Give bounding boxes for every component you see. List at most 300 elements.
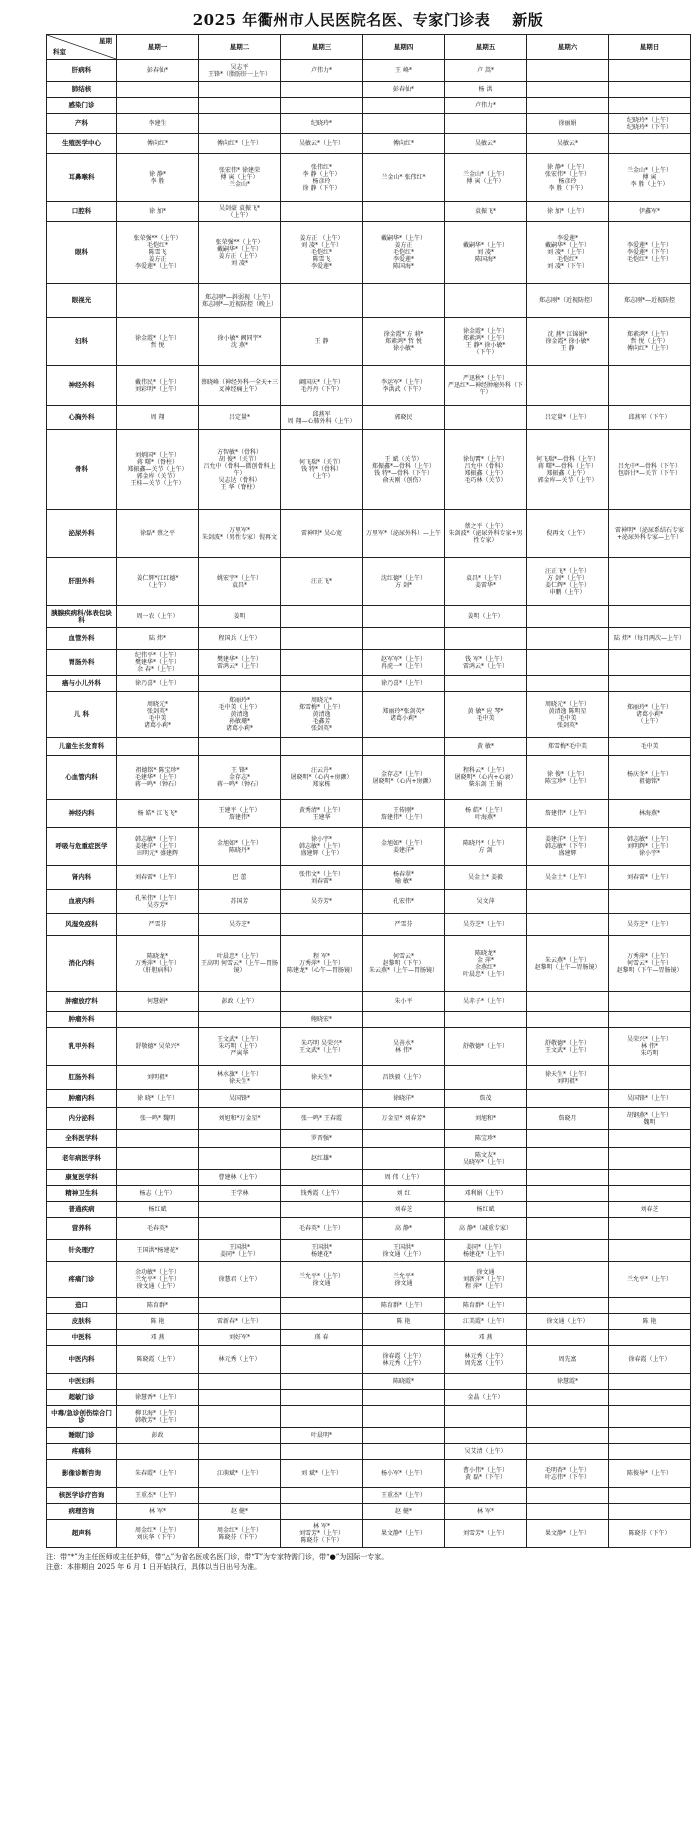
- dept-row: [47, 800, 691, 828]
- dept-row: [47, 1066, 691, 1090]
- schedule-cell: 陈晓芬（下午）: [609, 1520, 691, 1548]
- dept-row: [47, 430, 691, 510]
- dept-row: [47, 866, 691, 890]
- schedule-cell: 徐 俊*（上午） 陈宝珍*（上午）: [527, 756, 609, 800]
- dept-name: 心血管内科: [47, 756, 117, 800]
- schedule-cell: 朱巧明 吴荣兴* 王文武*（上午）: [281, 1028, 363, 1066]
- schedule-cell: [527, 82, 609, 98]
- schedule-cell: 王文武*（上午） 朱巧明（上午） 严寅华: [199, 1028, 281, 1066]
- dept-row: [47, 1374, 691, 1390]
- schedule-cell: 吴芬芳*: [281, 890, 363, 914]
- dept-name: 神经内科: [47, 800, 117, 828]
- schedule-cell: 戴伟民*（上午） 刘彩明*（上午）: [117, 366, 199, 406]
- schedule-cell: 沈红德*（上午） 方 剑*: [363, 558, 445, 606]
- schedule-cell: [281, 1504, 363, 1520]
- schedule-cell: 吴文萍: [445, 890, 527, 914]
- schedule-cell: 徐晓洋*: [363, 1090, 445, 1108]
- footnote-legend: 注：带“*”为主任医师或主任护师，带“△”为省名医或名医门诊，带“T”为专家特需门诊，带“●”为国际一专家。: [46, 1553, 389, 1561]
- schedule-cell: 毛春英*（上午）: [281, 1218, 363, 1240]
- schedule-cell: 吴芬芝*（上午）: [445, 914, 527, 936]
- dept-name: 生殖医学中心: [47, 134, 117, 154]
- schedule-cell: 黄 敏*: [445, 738, 527, 756]
- schedule-cell: 王 锋* 金存志* 蒋一鸣*（钟石）: [199, 756, 281, 800]
- schedule-cell: [281, 992, 363, 1012]
- schedule-cell: [527, 1406, 609, 1428]
- schedule-cell: [609, 1298, 691, 1314]
- schedule-cell: 郑志刚*—近视防控: [609, 284, 691, 318]
- schedule-cell: 邓 燕: [445, 1330, 527, 1346]
- schedule-cell: 吴艾清（上午）: [445, 1444, 527, 1460]
- dept-name: 肝胆外科: [47, 558, 117, 606]
- schedule-cell: 周晓元* 张剑英* 毛中美 诸葛小莉*: [117, 692, 199, 738]
- schedule-cell: 刘旭和*万金星*: [199, 1108, 281, 1130]
- schedule-cell: 伊鑫军*: [609, 202, 691, 222]
- schedule-cell: 金晶（上午）: [445, 1390, 527, 1406]
- schedule-cell: 徐 静*（上午） 张宏伟*（上午） 杨彦玲 李 胜（下午）: [527, 154, 609, 202]
- schedule-cell: 舒敬德* 吴荣兴*: [117, 1028, 199, 1066]
- dept-row: [47, 692, 691, 738]
- schedule-cell: [609, 1130, 691, 1148]
- schedule-cell: 周 伟（上午）: [363, 1170, 445, 1186]
- schedule-cell: [445, 676, 527, 692]
- schedule-cell: [445, 1428, 527, 1444]
- dept-name: 肿瘤内科: [47, 1090, 117, 1108]
- schedule-cell: 程国兵（上午）: [199, 628, 281, 650]
- day-header-wed: 星期三: [281, 35, 363, 60]
- dept-row: [47, 1148, 691, 1170]
- dept-name: 核医学诊疗咨询: [47, 1488, 117, 1504]
- schedule-cell: 毛明杏*（上午） 叶志伟*（下午）: [527, 1460, 609, 1488]
- schedule-cell: 卢 嵩*: [445, 60, 527, 82]
- schedule-cell: 郑雪梅*毛中美: [527, 738, 609, 756]
- schedule-cell: [281, 738, 363, 756]
- schedule-cell: 林 军*: [445, 1504, 527, 1520]
- dept-row: [47, 114, 691, 134]
- dept-row: [47, 284, 691, 318]
- schedule-cell: [363, 98, 445, 114]
- schedule-cell: 徐丽娟: [527, 114, 609, 134]
- dept-row: [47, 406, 691, 430]
- schedule-cell: 钱秀霞（上午）: [281, 1186, 363, 1202]
- dept-row: [47, 992, 691, 1012]
- schedule-cell: [445, 406, 527, 430]
- dept-row: [47, 650, 691, 676]
- schedule-cell: 兰金山* 张伟红*: [363, 154, 445, 202]
- schedule-cell: [527, 1298, 609, 1314]
- dept-name: 血液内科: [47, 890, 117, 914]
- schedule-cell: 金存志*（上午） 屠晓明*（心内+房颤）: [363, 756, 445, 800]
- dept-row: [47, 222, 691, 284]
- dept-row: [47, 1460, 691, 1488]
- dept-name: 睡眠门诊: [47, 1428, 117, 1444]
- schedule-cell: [609, 606, 691, 628]
- schedule-cell: [609, 98, 691, 114]
- dept-name: 眼视光: [47, 284, 117, 318]
- schedule-cell: 万金星* 刘春芳*: [363, 1108, 445, 1130]
- day-header-sun: 星期日: [609, 35, 691, 60]
- schedule-cell: [527, 1444, 609, 1460]
- schedule-cell: [527, 1130, 609, 1148]
- schedule-cell: 舒敬德*（上午）: [445, 1028, 527, 1066]
- schedule-cell: 詹茂: [445, 1090, 527, 1108]
- schedule-cell: 纪晓玲*（上午） 纪晓玲*（下午）: [609, 114, 691, 134]
- schedule-cell: 陈育群*: [117, 1298, 199, 1314]
- schedule-cell: [609, 676, 691, 692]
- schedule-cell: 詹建伟*（上午）: [527, 800, 609, 828]
- schedule-cell: 陈宝珍*: [445, 1130, 527, 1148]
- schedule-cell: 陆 炜*（每月两次—上午）: [609, 628, 691, 650]
- schedule-cell: 王 静: [281, 318, 363, 366]
- schedule-cell: [609, 60, 691, 82]
- schedule-cell: 杨 皓*（上午） 叶海燕*: [445, 800, 527, 828]
- schedule-cell: [281, 1170, 363, 1186]
- dept-name: 耳鼻喉科: [47, 154, 117, 202]
- schedule-cell: 陈 艳: [363, 1314, 445, 1330]
- dept-name: 普通疾病: [47, 1202, 117, 1218]
- schedule-cell: 袁昌*（上午） 姜雷华*: [445, 558, 527, 606]
- schedule-cell: 李建生: [117, 114, 199, 134]
- schedule-cell: [609, 366, 691, 406]
- schedule-cell: 苏国芳: [199, 890, 281, 914]
- schedule-cell: [527, 606, 609, 628]
- schedule-cell: 吴荣兴*（上午） 林 伟* 朱巧明: [609, 1028, 691, 1066]
- schedule-cell: 姜仁辉*江红德* （上午）: [117, 558, 199, 606]
- schedule-cell: 高 静*（减重专家）: [445, 1218, 527, 1240]
- schedule-cell: 陈育群*（上午）: [363, 1298, 445, 1314]
- schedule-cell: 徐 加*: [117, 202, 199, 222]
- schedule-cell: 刘明祖*: [117, 1066, 199, 1090]
- schedule-cell: 林水旗*（上午） 徐天生*: [199, 1066, 281, 1090]
- dept-name: 妇科: [47, 318, 117, 366]
- footnote-effective-date: 注意：本排期自 2025 年 6 月 1 日开始执行，具体以当日出号为准。: [46, 1563, 262, 1571]
- schedule-cell: [527, 650, 609, 676]
- schedule-cell: 徐小宇* 韩志敏*（上午） 盛建辉（上午）: [281, 828, 363, 866]
- schedule-cell: [199, 676, 281, 692]
- schedule-cell: 汪云升* 屠晓明*（心内+房颤） 郑家栋: [281, 756, 363, 800]
- schedule-cell: 邓利娟（上午）: [445, 1186, 527, 1202]
- schedule-cell: 徐金霞*（上午） 郑素鸿*（上午） 王 静* 徐小敏* （下午）: [445, 318, 527, 366]
- schedule-cell: 徐文通 刘新萍*（上午） 程 萍*（上午）: [445, 1262, 527, 1298]
- dept-name: 精神卫生科: [47, 1186, 117, 1202]
- schedule-cell: 赵军军*（上午） 冉虎一*（上午）: [363, 650, 445, 676]
- schedule-cell: 王建平（上午） 詹建伟*: [199, 800, 281, 828]
- schedule-cell: [609, 1170, 691, 1186]
- schedule-cell: [445, 1012, 527, 1028]
- dept-name: 泌尿外科: [47, 510, 117, 558]
- schedule-cell: [527, 1170, 609, 1186]
- dept-name: 肾内科: [47, 866, 117, 890]
- schedule-cell: 刘春芝: [363, 1202, 445, 1218]
- schedule-cell: 吴国锋*（上午）: [609, 1090, 691, 1108]
- schedule-cell: 刘春芝: [609, 1202, 691, 1218]
- schedule-cell: [199, 1488, 281, 1504]
- schedule-cell: 万里军* 朱剑波*（男性专家）倪再文: [199, 510, 281, 558]
- schedule-cell: [445, 1406, 527, 1428]
- schedule-cell: 徐金霞* 方 莉* 郑素鸿* 哲 悦 徐小敏*: [363, 318, 445, 366]
- dept-row: [47, 1428, 691, 1444]
- schedule-cell: 戴嗣华*（上午） 刘 凌* 陈国海*: [445, 222, 527, 284]
- schedule-cell: 吕定量*: [199, 406, 281, 430]
- schedule-cell: 王传刚* 詹建伟*（上午）: [363, 800, 445, 828]
- schedule-cell: [281, 1298, 363, 1314]
- schedule-cell: 徐金霞*（上午） 哲 悦: [117, 318, 199, 366]
- schedule-cell: 雷新春*（上午）: [199, 1314, 281, 1330]
- schedule-cell: [199, 1130, 281, 1148]
- schedule-cell: 陈 艳: [117, 1314, 199, 1330]
- schedule-cell: 朱小平: [363, 992, 445, 1012]
- schedule-cell: [609, 134, 691, 154]
- schedule-cell: 果文静*（上午）: [527, 1520, 609, 1548]
- schedule-cell: [445, 1488, 527, 1504]
- schedule-cell: 徐磊* 蔡之平: [117, 510, 199, 558]
- schedule-cell: [281, 284, 363, 318]
- dept-row: [47, 1186, 691, 1202]
- dept-row: [47, 82, 691, 98]
- schedule-cell: [609, 992, 691, 1012]
- schedule-cell: 刘 红: [363, 1186, 445, 1202]
- schedule-cell: [527, 1012, 609, 1028]
- schedule-cell: [609, 650, 691, 676]
- dept-row: [47, 1330, 691, 1346]
- schedule-cell: 姜同*（上午） 杨建花*（上午）: [445, 1240, 527, 1262]
- schedule-cell: 徐旬霄*（上午） 吕允中（骨科） 郑振鑫（上午） 毛巧林（关节）: [445, 430, 527, 510]
- schedule-cell: 张一鸣* 魏明: [117, 1108, 199, 1130]
- schedule-cell: 纪伟平*（上午） 樊建华*（上午） 余 春*（上午）: [117, 650, 199, 676]
- schedule-cell: 昌铁毅（上午）: [363, 1066, 445, 1090]
- schedule-cell: 叶晨忠*（上午） 王高明 何雪云*（上午—胃肠镜）: [199, 936, 281, 992]
- dept-row: [47, 558, 691, 606]
- schedule-cell: 杨庆冬*（上午） 祖德铭*: [609, 756, 691, 800]
- day-header-fri: 星期五: [445, 35, 527, 60]
- dept-row: [47, 1504, 691, 1520]
- schedule-cell: 邓 燕: [117, 1330, 199, 1346]
- schedule-cell: 姜方正 （上午） 刘 凌*（上午） 毛恺红* 陈雪飞 李爱莲*: [281, 222, 363, 284]
- schedule-cell: [199, 1428, 281, 1444]
- dept-row: [47, 890, 691, 914]
- schedule-cell: 刘 斌*（上午）: [281, 1460, 363, 1488]
- schedule-cell: 徐乃喜*（上午）: [117, 676, 199, 692]
- schedule-cell: [527, 1090, 609, 1108]
- schedule-cell: [445, 1170, 527, 1186]
- schedule-cell: [199, 114, 281, 134]
- schedule-cell: 余功敏*（上午） 兰允平*（上午） 徐文通（上午）: [117, 1262, 199, 1298]
- schedule-cell: 林元秀（上午） 周先富（上午）: [445, 1346, 527, 1374]
- schedule-cell: [445, 1066, 527, 1090]
- schedule-cell: 沈 燕* 江锦娟* 徐金霞* 徐小敏* 王 静: [527, 318, 609, 366]
- schedule-cell: 彭春仙*: [117, 60, 199, 82]
- schedule-table: [46, 34, 691, 1548]
- schedule-cell: 舒敬德*（上午） 王文武*（上午）: [527, 1028, 609, 1066]
- dept-row: [47, 154, 691, 202]
- schedule-cell: 李运军*（上午） 李洪武（下午）: [363, 366, 445, 406]
- dept-name: 风湿免疫科: [47, 914, 117, 936]
- dept-row: [47, 1406, 691, 1428]
- schedule-cell: 何飞瑞*—骨科（上午） 蒋 曙*—骨科（上午） 郑振鑫（上午） 郭金库—关节（上午）: [527, 430, 609, 510]
- schedule-cell: 毛中美: [609, 738, 691, 756]
- schedule-cell: 周先富: [527, 1346, 609, 1374]
- schedule-cell: [527, 366, 609, 406]
- dept-row: [47, 134, 691, 154]
- schedule-cell: 严迅秋*（上午） 严迅红*—神经肿瘤外科（下午）: [445, 366, 527, 406]
- schedule-cell: [527, 1202, 609, 1218]
- schedule-cell: 鲍晓宏*: [281, 1012, 363, 1028]
- dept-row: [47, 1262, 691, 1298]
- schedule-cell: 徐天生*（上午） 刘明祖*: [527, 1066, 609, 1090]
- schedule-cell: 郭晓民: [363, 406, 445, 430]
- schedule-cell: 巴 蕾: [199, 866, 281, 890]
- schedule-cell: [281, 1202, 363, 1218]
- schedule-cell: 程科云*（上午） 屠晓明*（心内+心衰） 柴东剑 王 娟: [445, 756, 527, 800]
- schedule-cell: 张荣强**（上午） 毛恺红* 陈雪飞 姜方正 李爱莲*（上午）: [117, 222, 199, 284]
- dept-name: 超声科: [47, 1520, 117, 1548]
- schedule-cell: [363, 628, 445, 650]
- schedule-cell: 刘雪芳*（上午）: [445, 1520, 527, 1548]
- dept-row: [47, 202, 691, 222]
- title-text: 2025 年衢州市人民医院名医、专家门诊表: [192, 11, 491, 29]
- schedule-cell: 何慧娟*: [117, 992, 199, 1012]
- dept-row: [47, 756, 691, 800]
- schedule-cell: 曹小伟*（上午） 黄 磊*（下午）: [445, 1460, 527, 1488]
- dept-row: [47, 510, 691, 558]
- schedule-cell: [117, 1374, 199, 1390]
- schedule-cell: [527, 890, 609, 914]
- schedule-cell: 韩志敏*（上午） 刘明辉*（上午） 徐小宇*: [609, 828, 691, 866]
- schedule-cell: 金旭如*（上午） 陈晓丹*: [199, 828, 281, 866]
- schedule-cell: 郑志刚*—斜弱视（上午） 郑志刚*—近视防控（晚上）: [199, 284, 281, 318]
- schedule-cell: 杨春翠* 喻 敏*: [363, 866, 445, 890]
- schedule-cell: 兰允平*（上午）: [609, 1262, 691, 1298]
- schedule-cell: 王 峰*: [363, 60, 445, 82]
- schedule-cell: 樊建华*（上午） 雷鸿云*（上午）: [199, 650, 281, 676]
- schedule-cell: 果文静*（上午）: [363, 1520, 445, 1548]
- schedule-cell: [281, 82, 363, 98]
- corner-day-label: 星期: [99, 37, 112, 45]
- dept-row: [47, 318, 691, 366]
- dept-name: 儿 科: [47, 692, 117, 738]
- dept-name: 胃肠外科: [47, 650, 117, 676]
- schedule-cell: 杨 洪: [445, 82, 527, 98]
- schedule-cell: 柳卫海*（上午） 韩敬芳*（上午）: [117, 1406, 199, 1428]
- schedule-cell: 傅向红*（上午）: [199, 134, 281, 154]
- schedule-cell: 吕定量*（上午）: [527, 406, 609, 430]
- schedule-cell: 雷神明* 吴心宽: [281, 510, 363, 558]
- footnotes: [46, 1552, 690, 1572]
- schedule-cell: [363, 284, 445, 318]
- schedule-cell: 徐慧香*（上午）: [117, 1390, 199, 1406]
- schedule-cell: 吴敏云*: [527, 134, 609, 154]
- dept-row: [47, 1346, 691, 1374]
- dept-name: 肝病科: [47, 60, 117, 82]
- schedule-cell: [281, 1314, 363, 1330]
- schedule-cell: [527, 914, 609, 936]
- schedule-cell: 赵 健*: [199, 1504, 281, 1520]
- dept-name: 骨科: [47, 430, 117, 510]
- dept-name: 血管外科: [47, 628, 117, 650]
- schedule-cell: 郑丽玲*张剑英* 诸葛小莉*: [363, 692, 445, 738]
- schedule-cell: [527, 60, 609, 82]
- schedule-cell: [117, 1170, 199, 1186]
- dept-row: [47, 1488, 691, 1504]
- schedule-cell: [199, 1148, 281, 1170]
- schedule-cell: 严雪芬: [363, 914, 445, 936]
- schedule-cell: 陈 艳: [609, 1314, 691, 1330]
- day-header-tue: 星期二: [199, 35, 281, 60]
- schedule-cell: 刘旭和*: [445, 1108, 527, 1130]
- schedule-cell: 张伟文*（上午） 刘春雷*: [281, 866, 363, 890]
- schedule-cell: 姜建洋*（上午） 韩志敏*（下午） 盛建辉: [527, 828, 609, 866]
- schedule-cell: [199, 1202, 281, 1218]
- schedule-cell: [527, 1504, 609, 1520]
- schedule-cell: 徐 静* 李 胜: [117, 154, 199, 202]
- dept-name: 内分泌科: [47, 1108, 117, 1130]
- schedule-cell: 兰金山*（上午） 傅 寅 李 胜（上午）: [609, 154, 691, 202]
- schedule-cell: 江美霞*（上午）: [445, 1314, 527, 1330]
- schedule-cell: 阚国庆*（上午） 毛丹丹（下午）: [281, 366, 363, 406]
- schedule-cell: 徐文通（上午）: [527, 1314, 609, 1330]
- dept-row: [47, 1298, 691, 1314]
- schedule-cell: 彭春仙*: [363, 82, 445, 98]
- schedule-cell: 卢伟力*: [445, 98, 527, 114]
- schedule-cell: 周金红*（上午） 陈晓芬（下午）: [199, 1520, 281, 1548]
- schedule-cell: 陈俊导*（上午）: [609, 1460, 691, 1488]
- dept-row: [47, 1090, 691, 1108]
- schedule-cell: 万里军*（泌尿外科）—上午: [363, 510, 445, 558]
- day-header-mon: 星期一: [117, 35, 199, 60]
- schedule-cell: [445, 284, 527, 318]
- dept-row: [47, 936, 691, 992]
- schedule-cell: [199, 98, 281, 114]
- schedule-cell: [281, 1488, 363, 1504]
- schedule-cell: 李爱莲* 戴嗣华*（上午） 刘 凌*（上午） 毛恺红* 刘 凌*（下午）: [527, 222, 609, 284]
- schedule-cell: [281, 1390, 363, 1406]
- schedule-cell: [609, 1240, 691, 1262]
- schedule-body: [47, 60, 691, 1548]
- schedule-cell: 吴国锋*: [199, 1090, 281, 1108]
- schedule-cell: 孔宏伟*: [363, 890, 445, 914]
- dept-row: [47, 1520, 691, 1548]
- schedule-cell: 徐 加*（上午）: [527, 202, 609, 222]
- dept-row: [47, 1240, 691, 1262]
- schedule-cell: 傅向红*: [363, 134, 445, 154]
- schedule-cell: [117, 738, 199, 756]
- schedule-cell: [609, 1066, 691, 1090]
- schedule-cell: 周 翔: [117, 406, 199, 430]
- schedule-cell: 周晓元*（上午） 黄清逸 陈明星 毛中美 张剑英*: [527, 692, 609, 738]
- dept-row: [47, 98, 691, 114]
- schedule-cell: 杨红斌: [117, 1202, 199, 1218]
- schedule-cell: [363, 1406, 445, 1428]
- dept-name: 中医妇科: [47, 1374, 117, 1390]
- dept-name: 影像诊断咨询: [47, 1460, 117, 1488]
- schedule-cell: [117, 82, 199, 98]
- dept-name: 产科: [47, 114, 117, 134]
- schedule-cell: 戴嗣华*（上午） 姜方正 毛恺红* 李爱莲* 陈国海*: [363, 222, 445, 284]
- schedule-cell: 胡钢燕*（上午） 魏明: [609, 1108, 691, 1130]
- schedule-cell: [281, 1346, 363, 1374]
- header-row: [47, 35, 691, 60]
- schedule-cell: [281, 1374, 363, 1390]
- schedule-cell: 陈文友* 吴晓军*（上午）: [445, 1148, 527, 1170]
- schedule-cell: 吴芬芝*（上午）: [609, 914, 691, 936]
- dept-name: 疼痛门诊: [47, 1262, 117, 1298]
- schedule-cell: 王国洪* 杨建花*: [281, 1240, 363, 1262]
- dept-name: 胰腺疾病科/体表包块科: [47, 606, 117, 628]
- dept-row: [47, 914, 691, 936]
- schedule-cell: [199, 1012, 281, 1028]
- schedule-cell: 徐春霞（上午） 林元秀（上午）: [363, 1346, 445, 1374]
- schedule-cell: [527, 1488, 609, 1504]
- dept-row: [47, 1012, 691, 1028]
